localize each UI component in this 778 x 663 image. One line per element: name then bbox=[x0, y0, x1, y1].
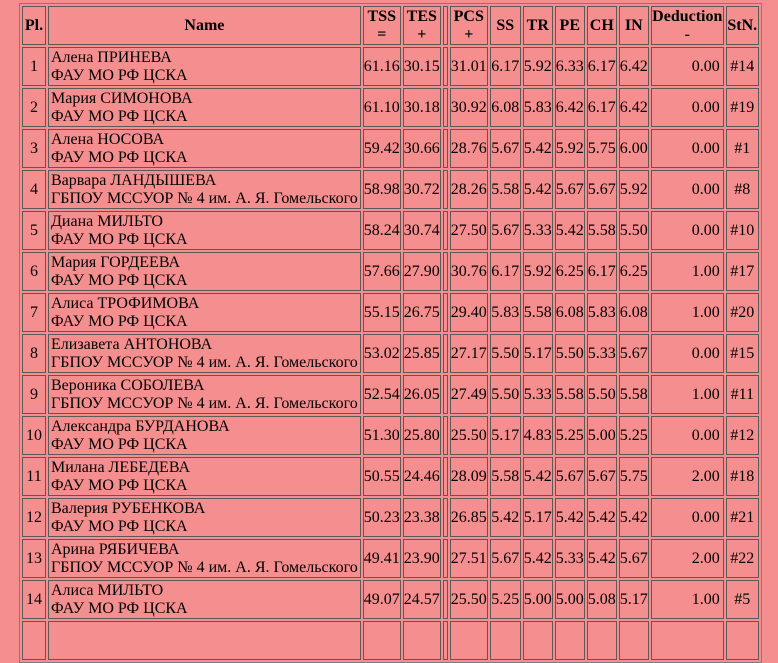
cell-deduction: 0.00 bbox=[651, 416, 724, 455]
skater-club: ФАУ МО РФ ЦСКА bbox=[51, 66, 188, 84]
cell-tss: 49.41 bbox=[363, 539, 401, 578]
table-row bbox=[22, 170, 759, 209]
cell-place: 8 bbox=[22, 334, 46, 373]
cell-tss: 61.10 bbox=[363, 88, 401, 127]
col-header-pcs-label: PCS bbox=[453, 7, 484, 25]
cell-spacer bbox=[443, 88, 448, 127]
col-header-ss: SS bbox=[490, 6, 521, 45]
cell-stn: #21 bbox=[726, 498, 759, 537]
cell-place: 2 bbox=[22, 88, 46, 127]
cell-spacer bbox=[443, 375, 448, 414]
cell-ch: 5.67 bbox=[587, 170, 617, 209]
cell-pe: 5.33 bbox=[555, 539, 585, 578]
col-header-deduction-sub: - bbox=[684, 25, 690, 43]
cell-in: 5.58 bbox=[619, 375, 649, 414]
cell-tes: 30.72 bbox=[403, 170, 441, 209]
cell-pe bbox=[555, 621, 585, 660]
cell-in: 6.08 bbox=[619, 293, 649, 332]
cell-ch: 5.08 bbox=[587, 580, 617, 619]
cell-deduction: 0.00 bbox=[651, 498, 724, 537]
cell-name bbox=[48, 252, 361, 291]
cell-ch: 5.83 bbox=[587, 293, 617, 332]
cell-tss: 55.15 bbox=[363, 293, 401, 332]
cell-ch: 6.17 bbox=[587, 88, 617, 127]
cell-pe: 6.08 bbox=[555, 293, 585, 332]
cell-ch: 5.42 bbox=[587, 539, 617, 578]
cell-tes: 27.90 bbox=[403, 252, 441, 291]
cell-deduction: 0.00 bbox=[651, 170, 724, 209]
cell-pcs: 28.26 bbox=[450, 170, 488, 209]
cell-tr: 5.33 bbox=[523, 211, 553, 250]
cell-name bbox=[48, 621, 361, 660]
cell-pcs: 31.01 bbox=[450, 47, 488, 86]
cell-stn: #14 bbox=[726, 47, 759, 86]
col-header-tes-sub: + bbox=[417, 25, 427, 43]
cell-pe: 5.42 bbox=[555, 498, 585, 537]
cell-name bbox=[48, 293, 361, 332]
cell-stn: #5 bbox=[726, 580, 759, 619]
cell-tss: 52.54 bbox=[363, 375, 401, 414]
col-header-in: IN bbox=[619, 6, 649, 45]
cell-tes: 24.46 bbox=[403, 457, 441, 496]
cell-tss bbox=[363, 621, 401, 660]
cell-pe: 5.58 bbox=[555, 375, 585, 414]
cell-pe: 5.42 bbox=[555, 211, 585, 250]
col-header-tes-label: TES bbox=[406, 7, 437, 25]
cell-pcs: 25.50 bbox=[450, 416, 488, 455]
cell-stn: #15 bbox=[726, 334, 759, 373]
cell-stn: #12 bbox=[726, 416, 759, 455]
table-row bbox=[22, 580, 759, 619]
skater-club: ФАУ МО РФ ЦСКА bbox=[51, 107, 188, 125]
cell-spacer bbox=[443, 334, 448, 373]
cell-deduction: 0.00 bbox=[651, 129, 724, 168]
skater-name: Варвара ЛАНДЫШЕВА bbox=[51, 171, 217, 189]
col-header-tss bbox=[363, 6, 401, 45]
cell-deduction: 1.00 bbox=[651, 580, 724, 619]
cell-in bbox=[619, 621, 649, 660]
cell-in: 5.50 bbox=[619, 211, 649, 250]
cell-name bbox=[48, 129, 361, 168]
cell-spacer bbox=[443, 252, 448, 291]
table-row bbox=[22, 129, 759, 168]
skater-name: Елизавета АНТОНОВА bbox=[51, 335, 213, 353]
cell-ss: 6.17 bbox=[490, 47, 521, 86]
cell-spacer bbox=[443, 498, 448, 537]
cell-tr: 5.92 bbox=[523, 252, 553, 291]
table-row bbox=[22, 211, 759, 250]
cell-in: 6.42 bbox=[619, 88, 649, 127]
cell-spacer bbox=[443, 539, 448, 578]
results-table bbox=[19, 3, 762, 663]
cell-ss bbox=[490, 621, 521, 660]
cell-pe: 5.00 bbox=[555, 580, 585, 619]
cell-pcs: 30.92 bbox=[450, 88, 488, 127]
cell-name bbox=[48, 47, 361, 86]
cell-stn: #1 bbox=[726, 129, 759, 168]
cell-pe: 5.50 bbox=[555, 334, 585, 373]
cell-name bbox=[48, 580, 361, 619]
cell-place: 4 bbox=[22, 170, 46, 209]
cell-in: 5.67 bbox=[619, 539, 649, 578]
col-header-tr: TR bbox=[523, 6, 553, 45]
cell-name bbox=[48, 170, 361, 209]
cell-ss: 5.67 bbox=[490, 129, 521, 168]
cell-stn bbox=[726, 621, 759, 660]
cell-pe: 6.25 bbox=[555, 252, 585, 291]
cell-place: 3 bbox=[22, 129, 46, 168]
cell-tr: 4.83 bbox=[523, 416, 553, 455]
cell-ss: 5.25 bbox=[490, 580, 521, 619]
cell-name bbox=[48, 539, 361, 578]
cell-tr: 5.00 bbox=[523, 580, 553, 619]
table-row bbox=[22, 498, 759, 537]
cell-ch: 5.75 bbox=[587, 129, 617, 168]
skater-club: ГБПОУ МССУОР № 4 им. А. Я. Гомельского bbox=[51, 394, 358, 412]
col-header-name: Name bbox=[48, 6, 361, 45]
cell-tr bbox=[523, 621, 553, 660]
cell-pcs: 26.85 bbox=[450, 498, 488, 537]
results-page bbox=[19, 3, 762, 663]
cell-pcs: 30.76 bbox=[450, 252, 488, 291]
cell-pcs: 27.17 bbox=[450, 334, 488, 373]
cell-deduction: 0.00 bbox=[651, 47, 724, 86]
skater-club: ФАУ МО РФ ЦСКА bbox=[51, 230, 188, 248]
cell-ss: 5.83 bbox=[490, 293, 521, 332]
cell-ss: 5.58 bbox=[490, 170, 521, 209]
cell-in: 5.75 bbox=[619, 457, 649, 496]
cell-stn: #8 bbox=[726, 170, 759, 209]
cell-tr: 5.33 bbox=[523, 375, 553, 414]
table-row bbox=[22, 88, 759, 127]
cell-tr: 5.42 bbox=[523, 539, 553, 578]
cell-ch bbox=[587, 621, 617, 660]
cell-place: 12 bbox=[22, 498, 46, 537]
cell-place: 11 bbox=[22, 457, 46, 496]
cell-name bbox=[48, 416, 361, 455]
skater-club: ФАУ МО РФ ЦСКА bbox=[51, 148, 188, 166]
cell-ss: 5.58 bbox=[490, 457, 521, 496]
skater-name: Алиса МИЛЬТО bbox=[51, 581, 164, 599]
cell-tes: 23.38 bbox=[403, 498, 441, 537]
skater-name: Алиса ТРОФИМОВА bbox=[51, 294, 200, 312]
cell-ss: 5.42 bbox=[490, 498, 521, 537]
cell-stn: #19 bbox=[726, 88, 759, 127]
col-header-pcs bbox=[450, 6, 488, 45]
cell-name bbox=[48, 375, 361, 414]
cell-tes: 23.90 bbox=[403, 539, 441, 578]
cell-tes bbox=[403, 621, 441, 660]
skater-club: ГБПОУ МССУОР № 4 им. А. Я. Гомельского bbox=[51, 558, 358, 576]
col-header-stn: StN. bbox=[726, 6, 759, 45]
table-row bbox=[22, 252, 759, 291]
cell-pcs: 27.51 bbox=[450, 539, 488, 578]
cell-tss: 58.98 bbox=[363, 170, 401, 209]
cell-deduction: 0.00 bbox=[651, 88, 724, 127]
skater-club: ФАУ МО РФ ЦСКА bbox=[51, 312, 188, 330]
cell-pe: 6.42 bbox=[555, 88, 585, 127]
cell-place: 7 bbox=[22, 293, 46, 332]
cell-spacer bbox=[443, 621, 448, 660]
cell-place: 13 bbox=[22, 539, 46, 578]
table-row bbox=[22, 47, 759, 86]
cell-tr: 5.42 bbox=[523, 129, 553, 168]
cell-tss: 51.30 bbox=[363, 416, 401, 455]
table-row bbox=[22, 416, 759, 455]
cell-name bbox=[48, 334, 361, 373]
cell-ch: 5.00 bbox=[587, 416, 617, 455]
cell-tss: 50.55 bbox=[363, 457, 401, 496]
col-header-tss-sub: = bbox=[377, 25, 387, 43]
cell-tes: 26.05 bbox=[403, 375, 441, 414]
skater-name: Мария ГОРДЕЕВА bbox=[51, 253, 181, 271]
cell-pe: 6.33 bbox=[555, 47, 585, 86]
table-row bbox=[22, 375, 759, 414]
cell-name bbox=[48, 211, 361, 250]
cell-tr: 5.58 bbox=[523, 293, 553, 332]
cell-place bbox=[22, 621, 46, 660]
cell-deduction: 1.00 bbox=[651, 375, 724, 414]
cell-stn: #22 bbox=[726, 539, 759, 578]
cell-deduction bbox=[651, 621, 724, 660]
col-header-pcs-sub: + bbox=[464, 25, 474, 43]
skater-club: ФАУ МО РФ ЦСКА bbox=[51, 271, 188, 289]
cell-tes: 26.75 bbox=[403, 293, 441, 332]
cell-tes: 30.74 bbox=[403, 211, 441, 250]
col-header-spacer bbox=[443, 6, 448, 45]
cell-pcs: 27.50 bbox=[450, 211, 488, 250]
cell-pe: 5.67 bbox=[555, 170, 585, 209]
cell-ss: 5.67 bbox=[490, 211, 521, 250]
cell-tes: 30.15 bbox=[403, 47, 441, 86]
cell-ss: 6.17 bbox=[490, 252, 521, 291]
cell-ss: 5.17 bbox=[490, 416, 521, 455]
cell-in: 5.25 bbox=[619, 416, 649, 455]
cell-spacer bbox=[443, 170, 448, 209]
cell-place: 1 bbox=[22, 47, 46, 86]
skater-name: Вероника СОБОЛЕВА bbox=[51, 376, 205, 394]
cell-in: 6.42 bbox=[619, 47, 649, 86]
cell-in: 6.25 bbox=[619, 252, 649, 291]
cell-spacer bbox=[443, 457, 448, 496]
cell-in: 5.42 bbox=[619, 498, 649, 537]
cell-ss: 5.50 bbox=[490, 334, 521, 373]
cell-pcs: 28.76 bbox=[450, 129, 488, 168]
cell-tes: 24.57 bbox=[403, 580, 441, 619]
col-header-deduction bbox=[651, 6, 724, 45]
cell-pe: 5.92 bbox=[555, 129, 585, 168]
cell-spacer bbox=[443, 129, 448, 168]
col-header-place: Pl. bbox=[22, 6, 46, 45]
cell-tss: 50.23 bbox=[363, 498, 401, 537]
cell-ch: 5.33 bbox=[587, 334, 617, 373]
skater-club: ФАУ МО РФ ЦСКА bbox=[51, 517, 188, 535]
table-row bbox=[22, 334, 759, 373]
cell-tes: 30.66 bbox=[403, 129, 441, 168]
skater-club: ФАУ МО РФ ЦСКА bbox=[51, 476, 188, 494]
skater-club: ГБПОУ МССУОР № 4 им. А. Я. Гомельского bbox=[51, 353, 358, 371]
skater-name: Арина РЯБИЧЕВА bbox=[51, 540, 180, 558]
cell-tr: 5.42 bbox=[523, 170, 553, 209]
cell-name bbox=[48, 498, 361, 537]
cell-pcs: 25.50 bbox=[450, 580, 488, 619]
skater-club: ФАУ МО РФ ЦСКА bbox=[51, 599, 188, 617]
skater-name: Алена НОСОВА bbox=[51, 130, 165, 148]
cell-place: 6 bbox=[22, 252, 46, 291]
skater-name: Мария СИМОНОВА bbox=[51, 89, 193, 107]
skater-name: Диана МИЛЬТО bbox=[51, 212, 163, 230]
cell-stn: #11 bbox=[726, 375, 759, 414]
cell-tr: 5.42 bbox=[523, 457, 553, 496]
cell-pcs: 28.09 bbox=[450, 457, 488, 496]
cell-pe: 5.67 bbox=[555, 457, 585, 496]
cell-place: 10 bbox=[22, 416, 46, 455]
cell-in: 5.17 bbox=[619, 580, 649, 619]
cell-in: 6.00 bbox=[619, 129, 649, 168]
cell-ch: 6.17 bbox=[587, 47, 617, 86]
cell-ss: 6.08 bbox=[490, 88, 521, 127]
cell-ch: 5.42 bbox=[587, 498, 617, 537]
cell-tr: 5.92 bbox=[523, 47, 553, 86]
cell-spacer bbox=[443, 416, 448, 455]
cell-stn: #20 bbox=[726, 293, 759, 332]
cell-tss: 61.16 bbox=[363, 47, 401, 86]
cell-spacer bbox=[443, 580, 448, 619]
cell-tes: 25.80 bbox=[403, 416, 441, 455]
cell-tss: 57.66 bbox=[363, 252, 401, 291]
cell-tr: 5.83 bbox=[523, 88, 553, 127]
cell-spacer bbox=[443, 293, 448, 332]
cell-stn: #10 bbox=[726, 211, 759, 250]
col-header-deduction-label: Deduction bbox=[652, 7, 723, 25]
col-header-tes bbox=[403, 6, 441, 45]
cell-stn: #18 bbox=[726, 457, 759, 496]
cell-in: 5.92 bbox=[619, 170, 649, 209]
cell-ch: 5.50 bbox=[587, 375, 617, 414]
cell-deduction: 2.00 bbox=[651, 539, 724, 578]
cell-place: 9 bbox=[22, 375, 46, 414]
cell-ch: 6.17 bbox=[587, 252, 617, 291]
cell-spacer bbox=[443, 47, 448, 86]
skater-name: Александра БУРДАНОВА bbox=[51, 417, 230, 435]
cell-ss: 5.67 bbox=[490, 539, 521, 578]
cell-place: 5 bbox=[22, 211, 46, 250]
table-row bbox=[22, 293, 759, 332]
table-row bbox=[22, 457, 759, 496]
cell-tr: 5.17 bbox=[523, 498, 553, 537]
cell-pcs: 29.40 bbox=[450, 293, 488, 332]
cell-deduction: 1.00 bbox=[651, 293, 724, 332]
skater-name: Алена ПРИНЕВА bbox=[51, 48, 172, 66]
cell-tes: 25.85 bbox=[403, 334, 441, 373]
cell-deduction: 2.00 bbox=[651, 457, 724, 496]
cell-tss: 49.07 bbox=[363, 580, 401, 619]
table-row bbox=[22, 539, 759, 578]
col-header-pe: PE bbox=[555, 6, 585, 45]
cell-deduction: 1.00 bbox=[651, 252, 724, 291]
col-header-tss-label: TSS bbox=[367, 7, 397, 25]
cell-tes: 30.18 bbox=[403, 88, 441, 127]
cell-ss: 5.50 bbox=[490, 375, 521, 414]
cell-tss: 59.42 bbox=[363, 129, 401, 168]
cell-deduction: 0.00 bbox=[651, 211, 724, 250]
cell-tr: 5.17 bbox=[523, 334, 553, 373]
cell-ch: 5.67 bbox=[587, 457, 617, 496]
table-row-partial bbox=[22, 621, 759, 660]
cell-pe: 5.25 bbox=[555, 416, 585, 455]
cell-in: 5.67 bbox=[619, 334, 649, 373]
skater-club: ФАУ МО РФ ЦСКА bbox=[51, 435, 188, 453]
cell-tss: 58.24 bbox=[363, 211, 401, 250]
skater-name: Валерия РУБЕНКОВА bbox=[51, 499, 206, 517]
skater-name: Милана ЛЕБЕДЕВА bbox=[51, 458, 191, 476]
skater-club: ГБПОУ МССУОР № 4 им. А. Я. Гомельского bbox=[51, 189, 358, 207]
cell-pcs bbox=[450, 621, 488, 660]
cell-place: 14 bbox=[22, 580, 46, 619]
cell-name bbox=[48, 88, 361, 127]
cell-ch: 5.58 bbox=[587, 211, 617, 250]
cell-deduction: 0.00 bbox=[651, 334, 724, 373]
cell-name bbox=[48, 457, 361, 496]
cell-stn: #17 bbox=[726, 252, 759, 291]
col-header-ch: CH bbox=[587, 6, 617, 45]
cell-pcs: 27.49 bbox=[450, 375, 488, 414]
header-row bbox=[22, 6, 759, 45]
cell-spacer bbox=[443, 211, 448, 250]
cell-tss: 53.02 bbox=[363, 334, 401, 373]
